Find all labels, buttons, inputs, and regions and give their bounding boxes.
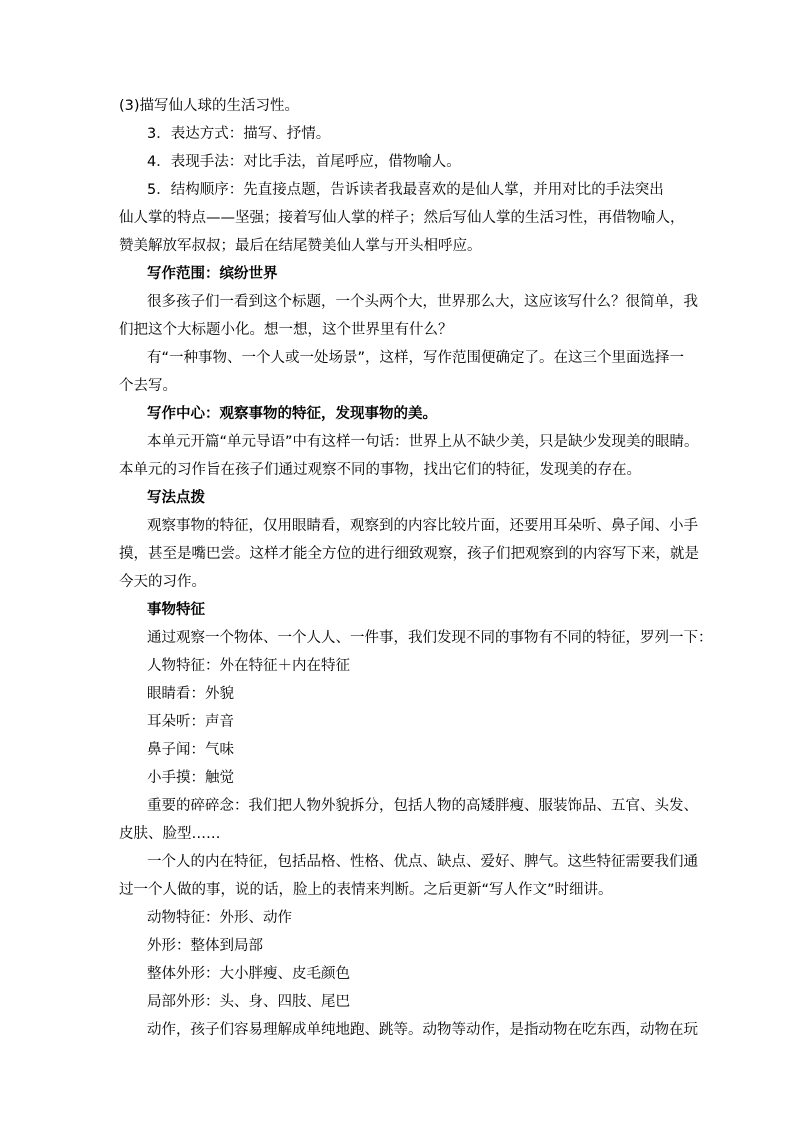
text-line: 4．表现手法：对比手法，首尾呼应，借物喻人。 [147,154,461,170]
text-line: 动物特征：外形、动作 [147,910,292,926]
section-heading: 写作中心：观察事物的特征，发现事物的美。 [147,406,437,422]
text-line: 今天的习作。 [119,574,206,590]
text-line: 耳朵听：声音 [147,714,234,730]
text-line: 们把这个大标题小化。想一想，这个世界里有什么？ [119,322,453,338]
text-line: 眼睛看：外貌 [147,686,234,702]
text-line: 赞美解放军叔叔；最后在结尾赞美仙人掌与开头相呼应。 [119,238,482,254]
text-line: 小手摸：触觉 [147,770,234,786]
text-line: 观察事物的特征，仅用眼睛看，观察到的内容比较片面，还要用耳朵听、鼻子闻、小手 [147,518,698,534]
section-heading: 写作范围：缤纷世界 [147,266,278,282]
text-line: (3)描写仙人球的生活习性。 [119,98,300,114]
text-line: 一个人的内在特征，包括品格、性格、优点、缺点、爱好、脾气。这些特征需要我们通 [147,854,698,870]
text-line: 有“一种事物、一个人或一处场景”，这样，写作范围便确定了。在这三个里面选择一 [147,350,685,366]
text-line: 摸，甚至是嘴巴尝。这样才能全方位的进行细致观察，孩子们把观察到的内容写下来，就是 [119,546,699,562]
text-line: 仙人掌的特点——坚强；接着写仙人掌的样子；然后写仙人掌的生活习性，再借物喻人， [119,210,685,226]
text-line: 动作，孩子们容易理解成单纯地跑、跳等。动物等动作，是指动物在吃东西，动物在玩 [147,1022,698,1038]
text-line: 局部外形：头、身、四肢、尾巴 [147,994,350,1010]
section-heading: 写法点拨 [147,490,205,506]
text-line: 人物特征：外在特征＋内在特征 [147,658,350,674]
text-line: 鼻子闻：气味 [147,742,234,758]
text-line: 过一个人做的事，说的话，脸上的表情来判断。之后更新“写人作文”时细讲。 [119,882,613,898]
text-line: 个去写。 [119,378,177,394]
text-line: 重要的碎碎念：我们把人物外貌拆分，包括人物的高矮胖瘦、服装饰品、五官、头发、 [147,798,698,814]
text-line: 很多孩子们一看到这个标题，一个头两个大，世界那么大，这应该写什么？很简单，我 [147,294,698,310]
text-line: 3．表达方式：描写、抒情。 [147,126,331,142]
text-line: 皮肤、脸型…… [119,826,221,842]
text-line: 通过观察一个物体、一个人人、一件事，我们发现不同的事物有不同的特征，罗列一下： [147,630,713,646]
document-body [119,92,713,1044]
text-line: 外形：整体到局部 [147,938,263,954]
text-line: 本单元的习作旨在孩子们通过观察不同的事物，找出它们的特征，发现美的存在。 [119,462,641,478]
section-heading: 事物特征 [147,602,205,618]
text-line: 整体外形：大小胖瘦、皮毛颜色 [147,966,350,982]
text-line: 本单元开篇“单元导语”中有这样一句话：世界上从不缺少美，只是缺少发现美的眼睛。 [147,434,699,450]
text-line: 5．结构顺序：先直接点题，告诉读者我最喜欢的是仙人掌，并用对比的手法突出 [147,182,664,198]
